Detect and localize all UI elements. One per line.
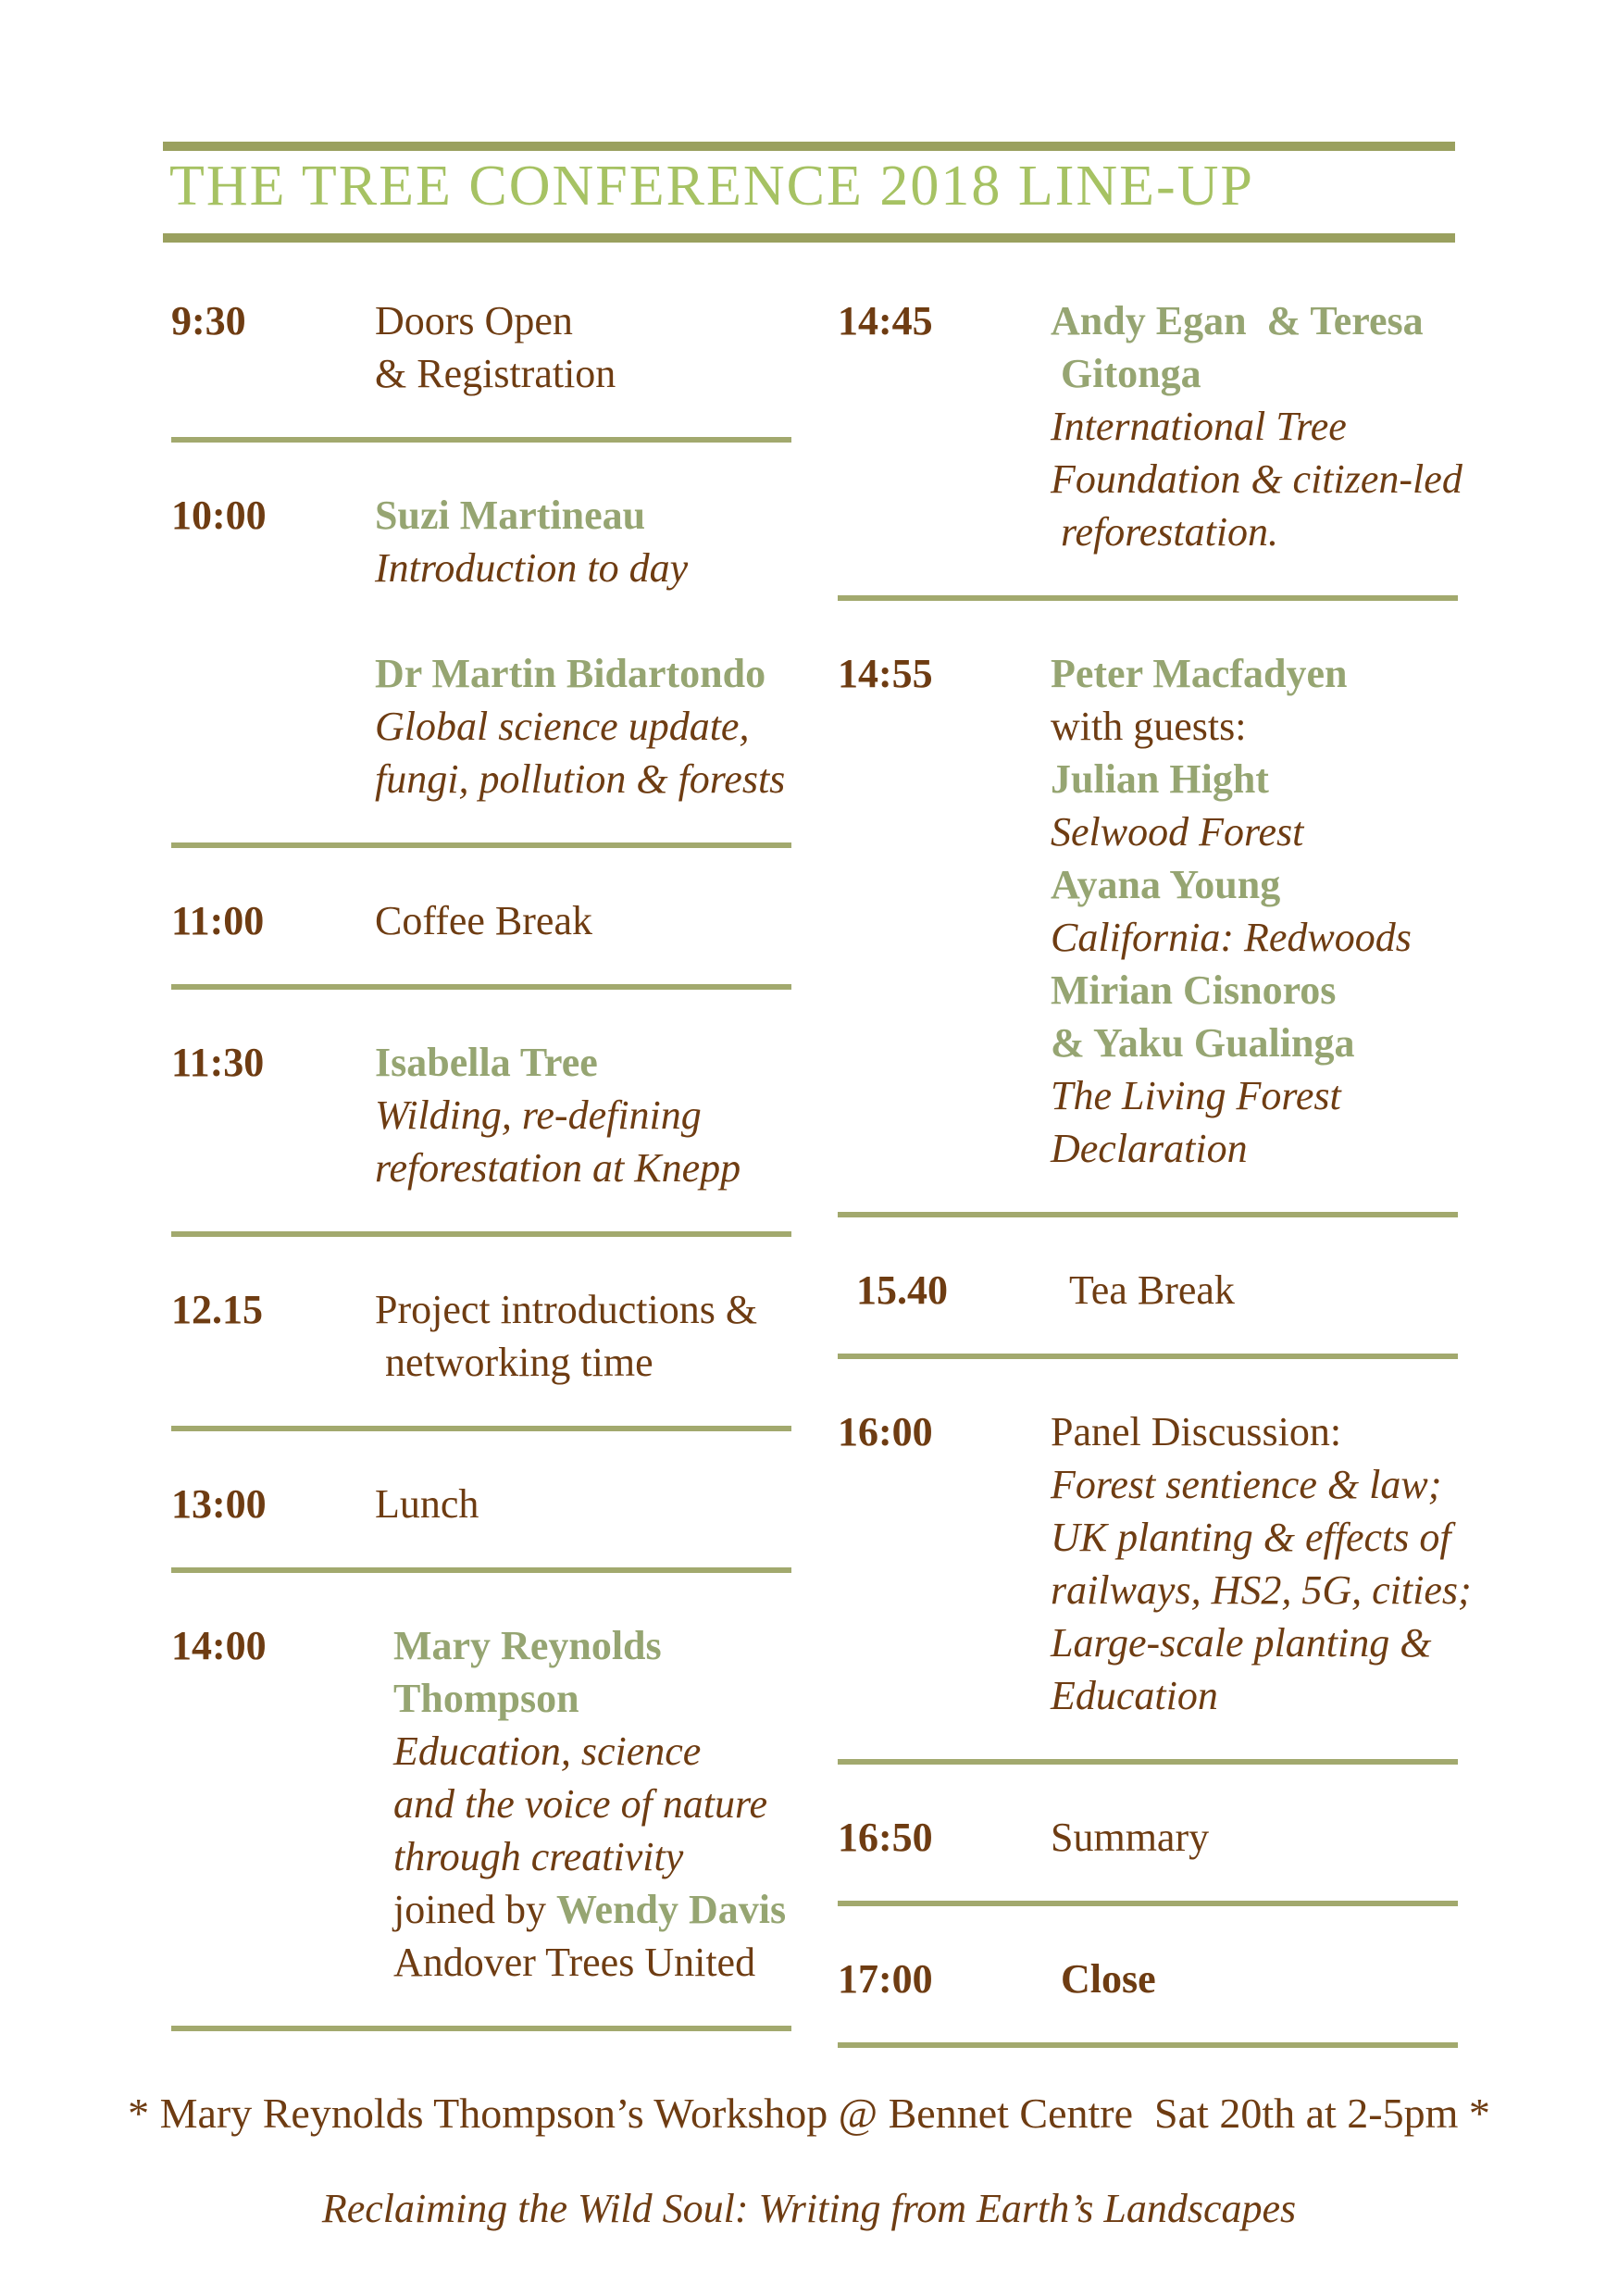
speaker-name: Isabella Tree bbox=[375, 1040, 598, 1085]
description-line bbox=[1051, 1069, 1458, 1122]
schedule-entry bbox=[838, 1811, 1458, 1864]
description-text: Foundation & citizen-led bbox=[1051, 456, 1462, 502]
speaker-name: Wendy Davis bbox=[555, 1887, 787, 1932]
description-line bbox=[1051, 505, 1462, 558]
entry-time: 12.15 bbox=[171, 1287, 263, 1332]
description-line bbox=[1051, 700, 1458, 753]
schedule-column-right bbox=[838, 294, 1472, 2094]
description-line bbox=[375, 489, 791, 542]
divider-rule bbox=[838, 1759, 1458, 1765]
entry-description bbox=[375, 894, 791, 947]
description-line bbox=[1051, 1405, 1472, 1458]
speaker-name: Andy Egan & Teresa bbox=[1051, 298, 1424, 343]
description-line bbox=[1051, 753, 1458, 805]
entry-description bbox=[375, 1478, 791, 1530]
description-line bbox=[1051, 347, 1462, 400]
description-text: Education bbox=[1051, 1673, 1218, 1718]
entry-time: 15.40 bbox=[856, 1267, 948, 1313]
speaker-name: Thompson bbox=[393, 1676, 579, 1721]
description-line bbox=[393, 1725, 791, 1778]
description-line bbox=[1051, 1564, 1472, 1616]
description-line bbox=[1051, 1669, 1472, 1722]
description-text: Selwood Forest bbox=[1051, 809, 1304, 855]
description-line bbox=[393, 1936, 791, 1989]
description-line bbox=[1051, 805, 1458, 858]
divider-rule bbox=[171, 1231, 791, 1237]
description-text: networking time bbox=[375, 1340, 653, 1385]
entry-description bbox=[375, 1283, 791, 1389]
description-line bbox=[1051, 1017, 1458, 1069]
entry-time: 14:00 bbox=[171, 1623, 267, 1668]
header-rule-top bbox=[163, 142, 1455, 151]
description-line bbox=[1051, 964, 1458, 1017]
description-line bbox=[375, 542, 791, 594]
description-text: Declaration bbox=[1051, 1126, 1248, 1171]
description-line bbox=[393, 1672, 791, 1725]
speaker-name: & Yaku Gualinga bbox=[1051, 1020, 1355, 1066]
speaker-name: Ayana Young bbox=[1051, 862, 1281, 907]
description-line bbox=[375, 647, 791, 700]
schedule-entry bbox=[171, 894, 791, 947]
speaker-name: Peter Macfadyen bbox=[1051, 651, 1348, 696]
speaker-name: Suzi Martineau bbox=[375, 493, 646, 538]
description-text: UK planting & effects of bbox=[1051, 1515, 1451, 1560]
description-line bbox=[1051, 1811, 1458, 1864]
description-line bbox=[393, 1619, 791, 1672]
description-line bbox=[375, 1036, 791, 1089]
divider-rule bbox=[838, 2042, 1458, 2048]
entry-time: 16:00 bbox=[838, 1409, 933, 1454]
description-line bbox=[375, 1478, 791, 1530]
description-line bbox=[1051, 453, 1462, 505]
description-text: Tea Break bbox=[1069, 1267, 1235, 1313]
description-text: with guests: bbox=[1051, 704, 1247, 749]
schedule-entry bbox=[171, 1478, 791, 1530]
divider-rule bbox=[171, 2026, 791, 2031]
entry-description bbox=[375, 489, 791, 805]
schedule-entry bbox=[171, 1283, 791, 1389]
entry-description bbox=[375, 1619, 791, 1989]
description-text: Introduction to day bbox=[375, 545, 689, 591]
entry-description bbox=[1051, 1953, 1458, 2005]
description-line bbox=[375, 347, 791, 400]
description-line bbox=[393, 1830, 791, 1883]
description-text: fungi, pollution & forests bbox=[375, 756, 786, 802]
speaker-name: Dr Martin Bidartondo bbox=[375, 651, 766, 696]
header-rule-bottom bbox=[163, 233, 1455, 243]
description-line bbox=[375, 894, 791, 947]
speaker-name: Mirian Cisnoros bbox=[1051, 967, 1337, 1013]
entry-description bbox=[1069, 1264, 1458, 1316]
speaker-name: Julian Hight bbox=[1051, 756, 1269, 802]
description-line bbox=[1051, 647, 1458, 700]
description-text: Global science update, bbox=[375, 704, 750, 749]
description-text: Summary bbox=[1051, 1815, 1210, 1860]
description-text: reforestation. bbox=[1051, 509, 1279, 555]
schedule-entry bbox=[838, 647, 1458, 1175]
description-text: joined by bbox=[393, 1887, 556, 1932]
page-title: THE TREE CONFERENCE 2018 LINE-UP bbox=[169, 155, 1254, 218]
schedule-entry bbox=[838, 294, 1462, 558]
workshop-subtitle: Reclaiming the Wild Soul: Writing from Earth’s Landscapes bbox=[321, 2186, 1297, 2231]
description-line bbox=[1051, 1616, 1472, 1669]
description-text: California: Redwoods bbox=[1051, 915, 1412, 960]
description-line bbox=[1051, 911, 1458, 964]
description-line bbox=[375, 294, 791, 347]
entry-time: 11:30 bbox=[171, 1040, 265, 1085]
description-text: and the voice of nature bbox=[393, 1781, 768, 1827]
description-text: Doors Open bbox=[375, 298, 573, 343]
description-text: & Registration bbox=[375, 351, 616, 396]
description-text: Education, science bbox=[393, 1728, 702, 1774]
entry-time: 13:00 bbox=[171, 1481, 267, 1527]
description-line bbox=[1051, 1122, 1458, 1175]
description-text: Andover Trees United bbox=[393, 1940, 756, 1985]
description-line bbox=[1069, 1264, 1458, 1316]
entry-time: 11:00 bbox=[171, 898, 265, 943]
description-text: Panel Discussion: bbox=[1051, 1409, 1342, 1454]
schedule-entry bbox=[171, 1036, 791, 1194]
entry-description bbox=[1051, 1811, 1458, 1864]
entry-time: 10:00 bbox=[171, 493, 267, 538]
divider-rule bbox=[838, 1901, 1458, 1906]
schedule-entry bbox=[838, 1264, 1458, 1316]
speaker-name: Mary Reynolds bbox=[393, 1623, 662, 1668]
description-line bbox=[375, 1142, 791, 1194]
schedule-column-left bbox=[171, 294, 791, 2078]
divider-rule bbox=[838, 595, 1458, 601]
schedule-entry bbox=[171, 294, 791, 400]
entry-time: 9:30 bbox=[171, 298, 246, 343]
entry-description bbox=[1051, 1405, 1472, 1722]
description-text: Large-scale planting & bbox=[1051, 1620, 1432, 1666]
divider-rule bbox=[171, 1426, 791, 1431]
description-line bbox=[393, 1778, 791, 1830]
entry-time: 14:45 bbox=[838, 298, 933, 343]
description-line bbox=[1051, 294, 1462, 347]
description-text: Close bbox=[1051, 1956, 1156, 2002]
schedule-entry bbox=[838, 1953, 1458, 2005]
description-line bbox=[375, 700, 791, 753]
entry-description bbox=[375, 294, 791, 400]
description-text: Lunch bbox=[375, 1481, 479, 1527]
schedule-entry bbox=[171, 489, 791, 805]
description-line bbox=[375, 1283, 791, 1336]
divider-rule bbox=[838, 1354, 1458, 1359]
divider-rule bbox=[171, 1567, 791, 1573]
entry-time: 16:50 bbox=[838, 1815, 933, 1860]
description-line bbox=[375, 594, 791, 647]
divider-rule bbox=[838, 1212, 1458, 1217]
entry-description bbox=[1051, 647, 1458, 1175]
description-line bbox=[375, 753, 791, 805]
schedule-entry bbox=[838, 1405, 1472, 1722]
description-text: Wilding, re-defining bbox=[375, 1092, 702, 1138]
description-text: Coffee Break bbox=[375, 898, 592, 943]
description-text: reforestation at Knepp bbox=[375, 1145, 741, 1191]
workshop-note: * Mary Reynolds Thompson’s Workshop @ Bennet Centre Sat 20th at 2-5pm * bbox=[128, 2090, 1490, 2137]
description-text: Project introductions & bbox=[375, 1287, 758, 1332]
description-line bbox=[375, 1089, 791, 1142]
description-line bbox=[1051, 1511, 1472, 1564]
entry-description bbox=[1051, 294, 1462, 558]
entry-time: 17:00 bbox=[838, 1956, 933, 2002]
divider-rule bbox=[171, 437, 791, 443]
description-line bbox=[1051, 858, 1458, 911]
entry-time: 14:55 bbox=[838, 651, 933, 696]
description-text: The Living Forest bbox=[1051, 1073, 1341, 1118]
description-text: Forest sentience & law; bbox=[1051, 1462, 1442, 1507]
description-line bbox=[375, 1336, 791, 1389]
divider-rule bbox=[171, 984, 791, 990]
description-text: through creativity bbox=[393, 1834, 684, 1879]
schedule-entry bbox=[171, 1619, 791, 1989]
description-line bbox=[393, 1883, 791, 1936]
description-line bbox=[1051, 1953, 1458, 2005]
description-text: railways, HS2, 5G, cities; bbox=[1051, 1567, 1472, 1613]
divider-rule bbox=[171, 842, 791, 848]
description-line bbox=[1051, 1458, 1472, 1511]
entry-description bbox=[375, 1036, 791, 1194]
description-line bbox=[1051, 400, 1462, 453]
description-text: International Tree bbox=[1051, 404, 1347, 449]
speaker-name: Gitonga bbox=[1051, 351, 1201, 396]
